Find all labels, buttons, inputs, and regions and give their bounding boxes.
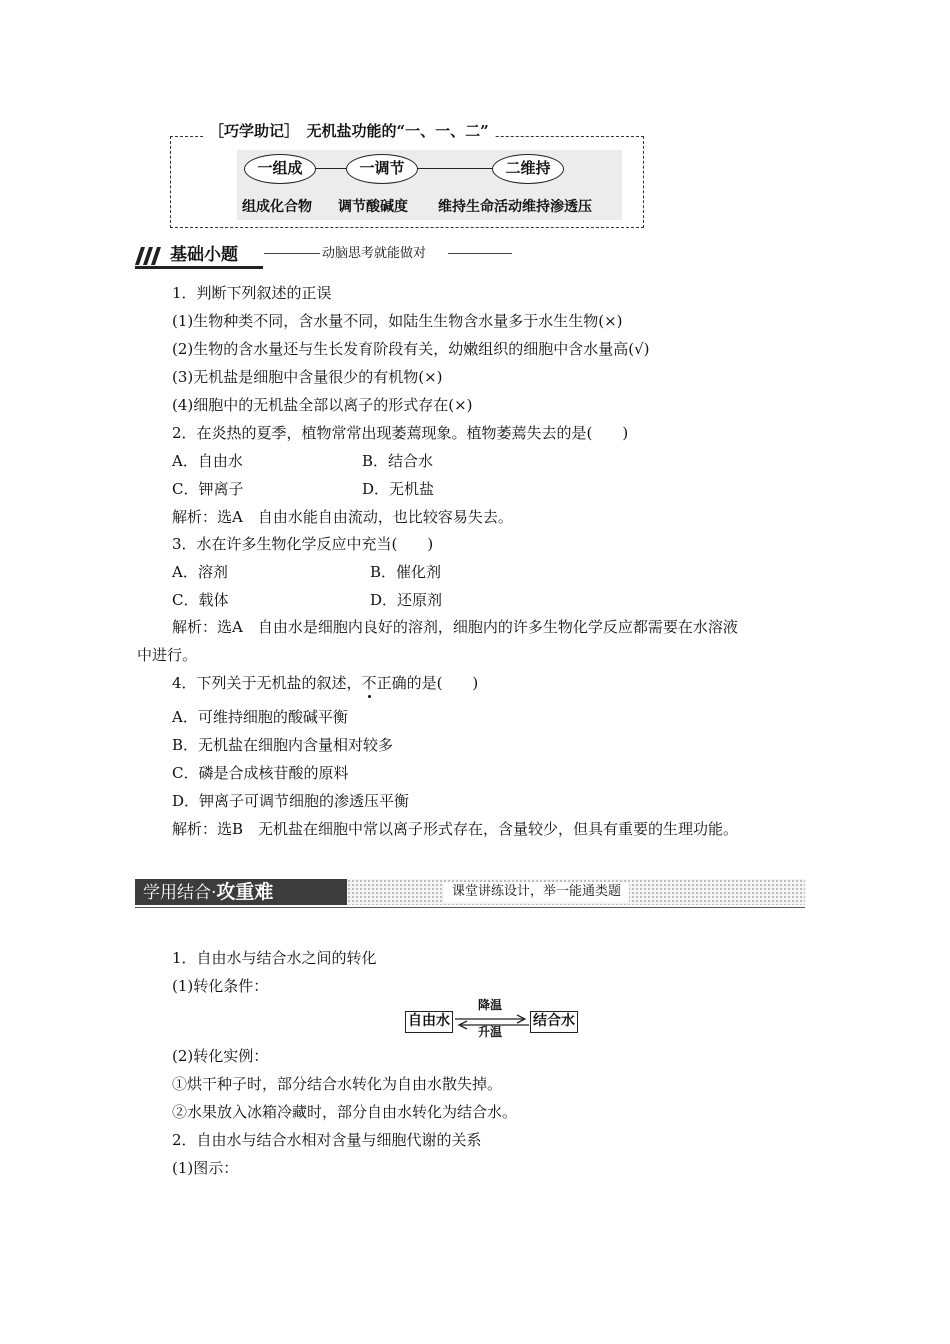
q2-option-c: C．钾离子 <box>172 480 244 498</box>
q2-stem: 2．在炎热的夏季，植物常常出现萎蔫现象。植物萎蔫失去的是( ) <box>172 424 629 442</box>
caption-tiaojie: 调节酸碱度 <box>338 199 408 215</box>
section-heading-apply-b: 攻重难 <box>216 881 274 903</box>
part1-title: 1．自由水与结合水之间的转化 <box>172 949 377 967</box>
caption-weichi: 维持生命活动维持渗透压 <box>438 199 592 215</box>
q3-option-a: A．溶剂 <box>172 563 228 581</box>
heating-label: 升温 <box>478 1025 503 1039</box>
section-slogan-basic: 动脑思考就能做对 <box>322 246 427 261</box>
q4-option-b: B．无机盐在细胞内含量相对较多 <box>172 736 394 754</box>
heading-rule-left <box>264 253 320 254</box>
section-heading-basic: 基础小题 <box>170 245 238 265</box>
q3-option-c: C．载体 <box>172 591 229 609</box>
section-slogan-apply: 课堂讲练设计，举一能通类题 <box>444 882 629 902</box>
q1-stem: 1．判断下列叙述的正误 <box>172 284 332 302</box>
cooling-label: 降温 <box>478 998 503 1012</box>
section-banner-rule <box>135 907 805 908</box>
q1-item-1: (1)生物种类不同，含水量不同，如陆生生物含水量多于水生生物(×) <box>172 312 623 330</box>
section-heading-underline <box>135 266 263 269</box>
memory-aid-title: ［巧学助记］ 无机盐功能的“一、一、二” <box>203 120 495 142</box>
part2-sub1: (1)图示： <box>172 1159 239 1177</box>
oval-node-zucheng: 一组成 <box>244 154 316 184</box>
q4-stem-post: 确的是( ) <box>391 674 479 692</box>
stripes-icon <box>135 247 165 265</box>
heading-rule-right <box>448 253 512 254</box>
q3-analysis-line-2: 中进行。 <box>137 646 198 664</box>
section-heading-apply-a: 学用结合· <box>143 883 217 903</box>
q3-analysis-line-1: 解析：选A 自由水是细胞内良好的溶剂，细胞内的许多生物化学反应都需要在水溶液 <box>172 618 738 636</box>
q3-option-d: D．还原剂 <box>370 591 443 609</box>
bound-water-box: 结合水 <box>530 1011 578 1033</box>
q2-option-b: B．结合水 <box>362 452 434 470</box>
oval-node-weichi: 二维持 <box>492 154 564 184</box>
part1-sub2: (2)转化实例： <box>172 1047 269 1065</box>
part1-sub1: (1)转化条件： <box>172 977 269 995</box>
caption-zucheng: 组成化合物 <box>242 199 312 215</box>
oval-node-tiaojie: 一调节 <box>346 154 418 184</box>
q4-option-d: D．钾离子可调节细胞的渗透压平衡 <box>172 792 410 810</box>
connector-line-2 <box>416 168 494 169</box>
free-water-box: 自由水 <box>405 1011 453 1033</box>
q2-option-a: A．自由水 <box>172 452 243 470</box>
q1-item-4: (4)细胞中的无机盐全部以离子的形式存在(×) <box>172 396 473 414</box>
part1-example-2: ②水果放入冰箱冷藏时，部分自由水转化为结合水。 <box>172 1103 518 1121</box>
q1-item-3: (3)无机盐是细胞中含量很少的有机物(×) <box>172 368 443 386</box>
q2-analysis: 解析：选A 自由水能自由流动，也比较容易失去。 <box>172 508 513 526</box>
q2-option-d: D．无机盐 <box>362 480 435 498</box>
q3-option-b: B．催化剂 <box>370 563 442 581</box>
part2-title: 2．自由水与结合水相对含量与细胞代谢的关系 <box>172 1131 482 1149</box>
part1-example-1: ①烘干种子时，部分结合水转化为自由水散失掉。 <box>172 1075 503 1093</box>
q3-stem: 3．水在许多生物化学反应中充当( ) <box>172 535 434 553</box>
q4-stem-emphasis-2: 正 <box>376 674 392 692</box>
connector-line-1 <box>314 168 348 169</box>
q4-stem-emphasis-1: 不 <box>361 674 377 692</box>
q1-item-2: (2)生物的含水量还与生长发育阶段有关，幼嫩组织的细胞中含水量高(√) <box>172 340 650 358</box>
section-heading-apply <box>135 879 347 905</box>
q4-option-c: C．磷是合成核苷酸的原料 <box>172 764 349 782</box>
q4-analysis: 解析：选B 无机盐在细胞中常以离子形式存在，含量较少，但具有重要的生理功能。 <box>172 820 739 838</box>
q4-stem-pre: 4．下列关于无机盐的叙述， <box>172 674 362 692</box>
q4-stem <box>172 673 478 693</box>
q4-option-a: A．可维持细胞的酸碱平衡 <box>172 708 348 726</box>
